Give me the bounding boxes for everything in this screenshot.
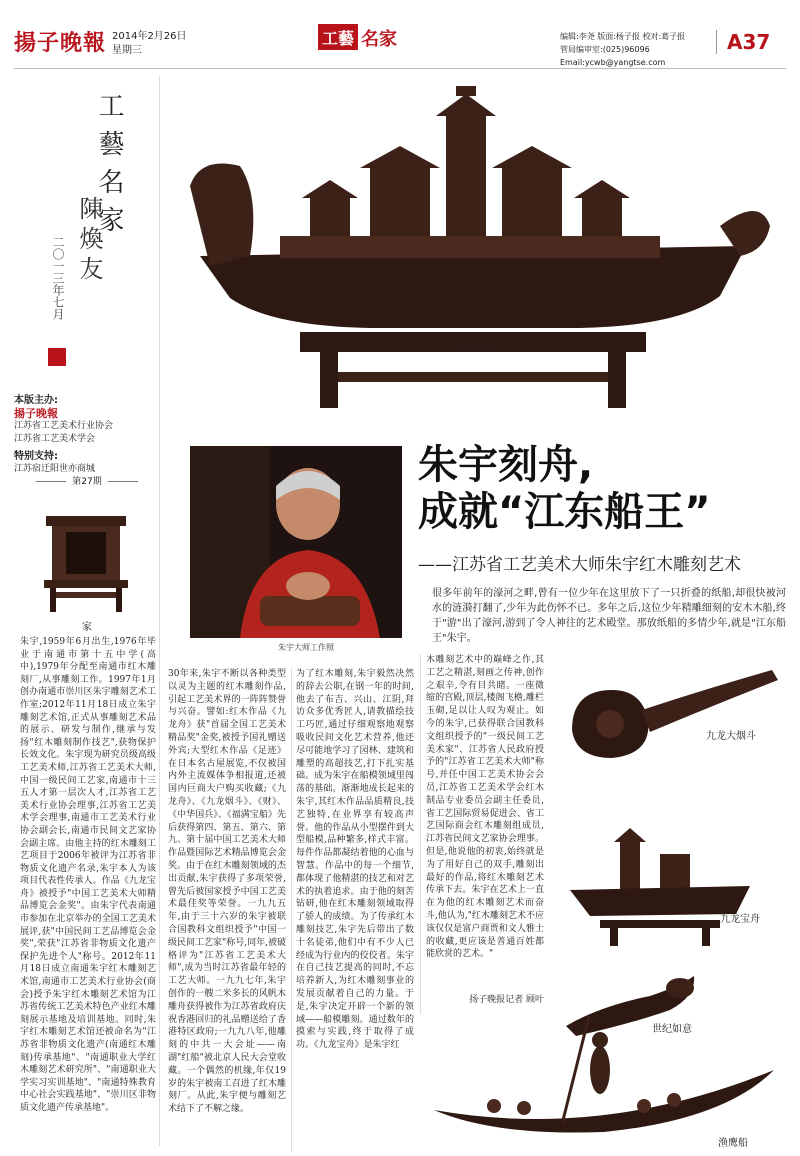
hero-boat-image <box>160 76 786 416</box>
bio-text: 朱宇,1959年6月出生,1976年毕业于南通市第十五中学(高中),1979年分配至南通市红木雕刻厂,从事雕刻工作。1997年1月创办南通市崇川区朱宇雕刻艺术工作室;2012年11月18日成立朱宇雕刻艺术馆,正式从事雕刻艺术品的展示、研发与制作,继承与发扬"红木雕刻制作技艺",获物保护长效文化。朱宇现为研究员级高级工艺美术师,江苏省工艺美术大师,中国一级民间工艺家,南通市十三五人才第一层次人才,江苏省工艺美术行业协会理事,江苏省工艺美术学会理事,南通市工艺美术行业协会副会长,南通市民间文艺家协会副主席。由他主持的红木雕刻工艺项目于2006年被评为江苏省非物质文化遗产名录,朱宇本人为该项目代表性传承人。作品《九龙宝舟》被授予"中国工艺美术大师精品博览会金奖"。由朱宇代表南通市参加在北京举办的全国工艺美术展评,获"中国民间工艺品博览会金奖",荣获"江苏省非物质文化遗产保护先进个人"称号。2012年11月18日成立南通朱宇红木雕刻艺术馆,南通市工艺美术行业协会(商会)授予朱宇红木雕刻艺术馆为江苏省传统工艺美术特色产业红木雕刻展示基地及培训基地。同时,朱宇红木雕刻艺术馆还被命名为"江苏省非物质文化遗产(南通红木雕刻)传承基地"、"南通职业大学红木雕刻艺术研究所"、"南通职业大学实习实训基地"、"南通特殊教育中心社会实践基地"、"崇川区非物质文化遗产传承基地"。 <box>20 637 156 1113</box>
artist-portrait-photo <box>190 446 402 638</box>
article-headline <box>418 442 786 536</box>
column-divider <box>291 668 292 1152</box>
support-org: 江苏宿迁阳世亦商城 <box>14 464 96 474</box>
fishing-boat-caption: 渔鹰船 <box>718 1138 748 1149</box>
support-heading: 特别支持: <box>14 451 58 462</box>
portrait-caption: 朱宇大师工作照 <box>278 643 334 652</box>
hero-caption: 九龙宝舟 <box>456 342 496 353</box>
newspaper-brand: 揚子晚報 <box>14 30 107 56</box>
issue-date <box>112 30 187 58</box>
issue-number <box>14 474 160 487</box>
second-boat-caption: 九龙宝舟 <box>720 914 760 925</box>
headline-line-2: 成就“江东船王” <box>418 489 711 535</box>
fishing-boat-image <box>424 1010 786 1150</box>
dragon-pipe-image <box>552 650 786 770</box>
second-boat-image <box>560 820 760 950</box>
section-title-a: 工藝 <box>318 24 358 50</box>
date-text: 2014年2月26日 <box>112 31 187 42</box>
sponsor-heading: 本版主办: <box>14 395 58 406</box>
editor-line-1: 编辑:李尧 版面:杨子报 校对:葛子报 <box>560 32 686 41</box>
header-divider <box>14 68 786 69</box>
altar-cabinet-image <box>36 508 136 614</box>
calligraphy-author: 陳煥友 <box>75 196 103 286</box>
issue-number-text: 第27期 <box>72 477 102 487</box>
sponsor-box <box>14 394 160 476</box>
altar-caption: 家 <box>82 622 92 633</box>
article-column-1: 30年来,朱宇不断以各种类型以灵为主题的红木雕刻作品,引起工艺美术界的一阵阵赞誉与兴奋。譬如:红木作品《九龙舟》获"首届全国工艺美术精品奖"金奖,被授予国礼赠送外宾;大型红木作品《足迹》在日本名古屋展览,不仅被国内外主流媒体争相报道,还被国内巨商大户购买收藏;《九龙舟》、《九龙烟斗》、《财》、《中华国兵》、《福满宝船》先后获得第四、第五、第六、第九、第十届中国工艺美术大师作品暨国际艺术精品博览会金奖。由于在红木雕刻领域的杰出贡献,朱宇获得了多项荣誉,曾先后被国家授予中国工艺美术最佳奖等荣誉。一九九五年,由于三十六岁的朱宇被联合国教科文组织授予"中国一级民间工艺家"称号,同年,被破格评为"江苏省工艺美术大师",成为当时江苏省最年轻的工艺大师。一九九七年,朱宇创作的一艘二米多长的风帆木雕舟获得被作为江苏省政府庆祝香港回归的礼品赠送给了香港特区政府;一九九八年,他雕刻的中共一大会址——南湖"红船"被北京人民大会堂收藏。一个偶然的机缘,年仅19岁的朱宇被南工召进了红木雕刻厂。从此,朱宇便与雕刻艺术结下了不解之缘。 <box>168 669 286 1115</box>
article-column-2: 为了红木雕刻,朱宇毅然决然的辞去公职,在钢一年的时间,他去了布吉、兴山、江阴,拜访众多优秀匠人,请教描绘技工巧匠,通过仔细观察地观察吸收民间文化艺术营养,他还尽可能地学习了园林、建筑和雕塑的高超技艺,打下扎实基础。成为朱宇在船模领域里闯荡的基础。渐渐地成长起来的朱宇,其红木作品品质精良,技艺独特,在业界享有较高声誉。他的作品从小型摆件到大型船模,品种繁多,样式丰富。每件作品都凝结着他的心血与智慧。作品中的每一个细节,都体现了他精湛的技艺和对艺术的执着追求。由于他的刻苦钻研,他在红木雕刻领域取得了骄人的成绩。为了传承红木雕刻技艺,朱宇先后带出了数十名徒弟,他们中有不少人已经成为行业内的佼佼者。朱宇在自己技艺提高的同时,不忘培养新人,为红木雕刻事业的发展贡献着自己的力量。于是,朱宇决定开辟一个新的领域——船模雕刻。通过数年的摸索与实践,终于取得了成功。《九龙宝舟》是朱宇红 <box>296 669 414 1051</box>
calligraphy-block <box>32 86 144 382</box>
seal-stamp-icon <box>48 348 66 366</box>
page-number: A37 <box>716 30 770 54</box>
pipe-caption: 九龙大烟斗 <box>706 731 756 742</box>
article-byline: 扬子晚报记者 顾叶 <box>469 995 544 1005</box>
headline-line-1: 朱宇刻舟, <box>418 442 594 488</box>
weekday-text: 星期三 <box>112 45 142 56</box>
article-subtitle: ——江苏省工艺美术大师朱宇红木雕刻艺术 <box>418 555 741 575</box>
article-lead: 很多年前年的濠河之畔,曾有一位少年在这里放下了一只折叠的纸船,却很快被河水的涟漪打翻了,少年为此伤怀不已。多年之后,这位少年精雕细刻的安木木船,终于"游"出了濠河,游到了令人神往的艺术殿堂。那放纸船的多情少年,就是"江东船王"朱宇。 <box>432 588 786 644</box>
sponsor-org-2: 江苏省工艺美术学会 <box>14 434 96 444</box>
sponsor-org-1: 江苏省工艺美术行业协会 <box>14 421 114 431</box>
section-title-b: 名家 <box>361 29 398 50</box>
left-sidebar <box>14 76 160 1146</box>
section-title <box>318 24 400 50</box>
calligraphy-title: 工藝名家 <box>94 92 124 244</box>
ruyi-caption: 世纪如意 <box>652 1024 692 1035</box>
masthead <box>0 0 800 76</box>
column-divider <box>420 654 421 1014</box>
article-column-3: 木雕刻艺术中的巅峰之作,其工艺之精湛,刻画之传神,创作之艰辛,令有目共睹。一座微缩的宫殿,顶层,楼阁飞檐,雕栏玉砌,足以让人叹为观止。如今的朱宇,已获得联合国教科文组织授予的"一级民间工艺美术家"、江苏省人民政府授予的"江苏省工艺美术大师"称号,并任中国工艺美术协会会员,江苏省工艺美术学会红木制品专业委员会副主任委员,省工艺国际贸易促进会、省工艺国际商会红木雕刻组成员,江苏省民间文艺家协会理事。但是,他说他的初衷,始终就是为了用好自己的双手,雕刻出最好的作品,将红木雕刻艺术传承下去。朱宇在艺术上一直在为他的红木雕刻艺术而奋斗,他认为,"红木雕刻艺术不应该仅仅是富户商贾和文人雅士的收藏,更应该是普通百姓都能欣赏的艺术。" <box>426 655 544 960</box>
editor-credits <box>560 30 710 69</box>
sponsor-brand: 揚子晚報 <box>14 407 58 420</box>
editor-line-2: 管局编审室:(025)96096 Email:ycwb@yangtse.com <box>560 45 666 67</box>
calligraphy-date: 二〇一三年七月 <box>51 236 65 320</box>
